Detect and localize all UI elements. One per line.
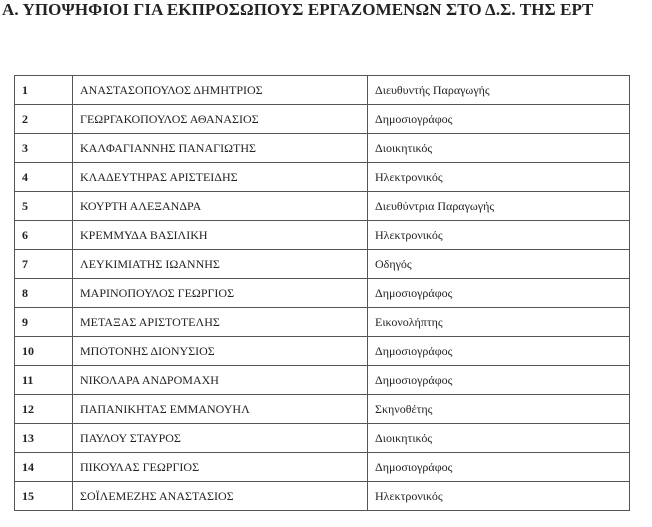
- candidate-number: 12: [15, 395, 73, 424]
- table-row: [15, 163, 630, 192]
- candidate-role: Διευθύντρια Παραγωγής: [368, 192, 630, 221]
- table-row: [15, 221, 630, 250]
- table-row: [15, 279, 630, 308]
- table-row: [15, 366, 630, 395]
- candidate-role: Εικονολήπτης: [368, 308, 630, 337]
- candidate-number: 4: [15, 163, 73, 192]
- candidate-role: Ηλεκτρονικός: [368, 482, 630, 511]
- candidate-role: Ηλεκτρονικός: [368, 221, 630, 250]
- table-row: [15, 105, 630, 134]
- table-row: [15, 337, 630, 366]
- table-row: [15, 424, 630, 453]
- candidate-role: Οδηγός: [368, 250, 630, 279]
- table-row: [15, 134, 630, 163]
- candidate-role: Σκηνοθέτης: [368, 395, 630, 424]
- candidate-role: Δημοσιογράφος: [368, 453, 630, 482]
- candidate-number: 10: [15, 337, 73, 366]
- candidate-number: 5: [15, 192, 73, 221]
- candidate-name: ΑΝΑΣΤΑΣΟΠΟΥΛΟΣ ΔΗΜΗΤΡΙΟΣ: [73, 76, 368, 105]
- candidate-name: ΠΑΠΑΝΙΚΗΤΑΣ ΕΜΜΑΝΟΥΗΛ: [73, 395, 368, 424]
- candidate-number: 9: [15, 308, 73, 337]
- candidate-name: ΚΡΕΜΜΥΔΑ ΒΑΣΙΛΙΚΗ: [73, 221, 368, 250]
- table-row: [15, 192, 630, 221]
- table-row: [15, 482, 630, 511]
- candidate-name: ΓΕΩΡΓΑΚΟΠΟΥΛΟΣ ΑΘΑΝΑΣΙΟΣ: [73, 105, 368, 134]
- candidate-name: ΝΙΚΟΛΑΡΑ ΑΝΔΡΟΜΑΧΗ: [73, 366, 368, 395]
- candidate-role: Διοικητικός: [368, 424, 630, 453]
- candidate-role: Δημοσιογράφος: [368, 366, 630, 395]
- candidate-role: Ηλεκτρονικός: [368, 163, 630, 192]
- candidate-number: 7: [15, 250, 73, 279]
- candidate-role: Δημοσιογράφος: [368, 337, 630, 366]
- table-row: [15, 395, 630, 424]
- candidate-number: 13: [15, 424, 73, 453]
- table-row: [15, 250, 630, 279]
- candidates-table: [14, 75, 630, 511]
- candidate-number: 11: [15, 366, 73, 395]
- table-row: [15, 308, 630, 337]
- candidate-number: 2: [15, 105, 73, 134]
- candidate-number: 8: [15, 279, 73, 308]
- candidate-role: Διοικητικός: [368, 134, 630, 163]
- candidate-number: 15: [15, 482, 73, 511]
- candidate-role: Διευθυντής Παραγωγής: [368, 76, 630, 105]
- candidate-number: 1: [15, 76, 73, 105]
- candidate-name: ΜΠΟΤΟΝΗΣ ΔΙΟΝΥΣΙΟΣ: [73, 337, 368, 366]
- table-row: [15, 453, 630, 482]
- candidate-name: ΜΕΤΑΞΑΣ ΑΡΙΣΤΟΤΕΛΗΣ: [73, 308, 368, 337]
- candidate-name: ΠΑΥΛΟΥ ΣΤΑΥΡΟΣ: [73, 424, 368, 453]
- candidate-name: ΣΟΪΛΕΜΕΖΗΣ ΑΝΑΣΤΑΣΙΟΣ: [73, 482, 368, 511]
- candidate-number: 14: [15, 453, 73, 482]
- table-row: [15, 76, 630, 105]
- candidates-table-body: [15, 76, 630, 511]
- candidate-name: ΛΕΥΚΙΜΙΑΤΗΣ ΙΩΑΝΝΗΣ: [73, 250, 368, 279]
- candidate-role: Δημοσιογράφος: [368, 279, 630, 308]
- candidate-name: ΜΑΡΙΝΟΠΟΥΛΟΣ ΓΕΩΡΓΙΟΣ: [73, 279, 368, 308]
- candidate-role: Δημοσιογράφος: [368, 105, 630, 134]
- candidate-number: 6: [15, 221, 73, 250]
- candidate-name: ΚΑΛΦΑΓΙΑΝΝΗΣ ΠΑΝΑΓΙΩΤΗΣ: [73, 134, 368, 163]
- candidate-number: 3: [15, 134, 73, 163]
- candidate-name: ΚΟΥΡΤΗ ΑΛΕΞΑΝΔΡΑ: [73, 192, 368, 221]
- candidate-name: ΠΙΚΟΥΛΑΣ ΓΕΩΡΓΙΟΣ: [73, 453, 368, 482]
- candidate-name: ΚΛΑΔΕΥΤΗΡΑΣ ΑΡΙΣΤΕΙΔΗΣ: [73, 163, 368, 192]
- page-heading: Α. ΥΠΟΨΗΦΙΟΙ ΓΙΑ ΕΚΠΡΟΣΩΠΟΥΣ ΕΡΓΑΖΟΜΕΝΩΝ ΣΤΟ Δ.Σ. ΤΗΣ ΕΡΤ: [2, 0, 594, 19]
